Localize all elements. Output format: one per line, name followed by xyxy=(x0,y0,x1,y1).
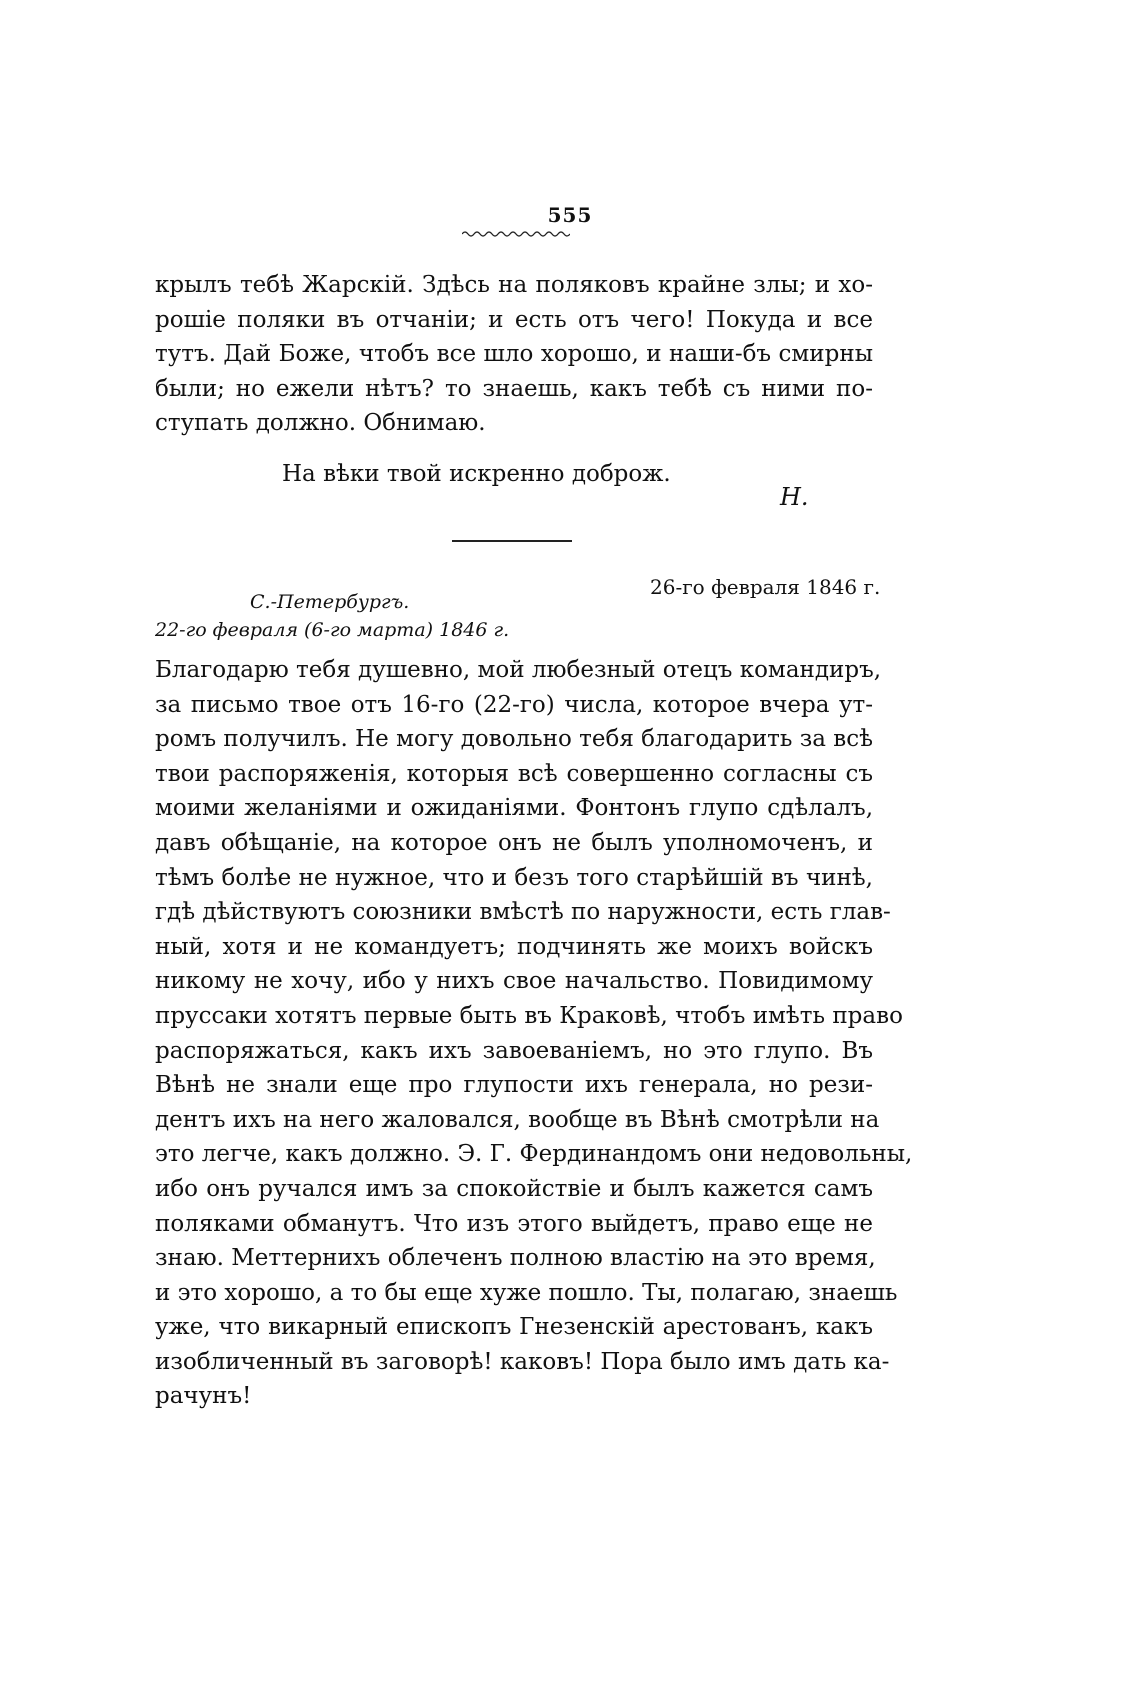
text-line: крылъ тебѣ Жарскiй. Здѣсь на поляковъ крайне злы; и хо- xyxy=(155,272,873,298)
received-date: 26-го февраля 1846 г. xyxy=(650,575,881,599)
text-line: ступать должно. Обнимаю. xyxy=(155,410,486,437)
letter-1-text xyxy=(155,268,873,441)
text-line: тѣмъ болѣе не нужное, что и безъ того старѣйшiй въ чинѣ, xyxy=(155,864,873,891)
text-line: ромъ получилъ. Не могу довольно тебя благодарить за всѣ xyxy=(155,726,873,753)
text-line: рошiе поляки въ отчанiи; и есть отъ чего! Покуда и все xyxy=(155,306,873,333)
section-divider xyxy=(452,540,572,542)
text-line: твои распоряженiя, которыя всѣ совершенно согласны съ xyxy=(155,760,873,787)
letter-date: 22-го февраля (6-го марта) 1846 г. xyxy=(155,619,510,641)
text-line: поляками обманутъ. Что изъ этого выйдетъ, право еще не xyxy=(155,1210,873,1237)
text-line: никому не хочу, ибо у нихъ свое начальство. Повидимому xyxy=(155,968,873,995)
letter-closing: На вѣки твой искренно доброж. xyxy=(282,461,671,487)
text-line: ный, хотя и не командуетъ; подчинять же моихъ войскъ xyxy=(155,933,873,960)
text-line: тутъ. Дай Боже, чтобъ все шло хорошо, и наши-бъ смирны xyxy=(155,341,873,368)
text-line: пруссаки хотятъ первые быть въ Краковѣ, чтобъ имѣть право xyxy=(155,1002,903,1029)
text-line: гдѣ дѣйствуютъ союзники вмѣстѣ по наружности, есть глав- xyxy=(155,899,891,926)
letter-2-text xyxy=(155,653,913,1414)
text-line: давъ обѣщанiе, на которое онъ не былъ уполномоченъ, и xyxy=(155,829,873,856)
text-line: были; но ежели нѣтъ? то знаешь, какъ тебѣ съ ними по- xyxy=(155,375,873,402)
text-line: моими желанiями и ожиданiями. Фонтонъ глупо сдѣлалъ, xyxy=(155,795,873,822)
text-line: Вѣнѣ не знали еще про глупости ихъ генерала, но рези- xyxy=(155,1072,873,1099)
wavy-ornament xyxy=(462,230,570,238)
text-line: распоряжаться, какъ ихъ завоеванiемъ, но это глупо. Въ xyxy=(155,1037,873,1064)
text-line: знаю. Меттернихъ облеченъ полною властiю на это время, xyxy=(155,1245,876,1272)
text-line: уже, что викарный епископъ Гнезенскiй арестованъ, какъ xyxy=(155,1314,873,1341)
text-line: ибо онъ ручался имъ за спокойствiе и былъ кажется самъ xyxy=(155,1175,873,1202)
text-line: изобличенный въ заговорѣ! каковъ! Пора было имъ дать ка- xyxy=(155,1348,890,1375)
text-line: это легче, какъ должно. Э. Г. Фердинандомъ они недовольны, xyxy=(155,1141,913,1168)
letter-place: С.-Петербургъ. xyxy=(250,591,410,613)
page-number: 555 xyxy=(547,203,593,227)
text-line: рачунъ! xyxy=(155,1383,252,1410)
signature: Н. xyxy=(780,483,809,511)
text-line: Благодарю тебя душевно, мой любезный отецъ командиръ, xyxy=(155,657,882,683)
text-line: за письмо твое отъ 16-го (22-го) числа, которое вчера ут- xyxy=(155,691,873,718)
text-line: дентъ ихъ на него жаловался, вообще въ Вѣнѣ смотрѣли на xyxy=(155,1106,880,1133)
text-line: и это хорошо, а то бы еще хуже пошло. Ты, полагаю, знаешь xyxy=(155,1279,898,1306)
